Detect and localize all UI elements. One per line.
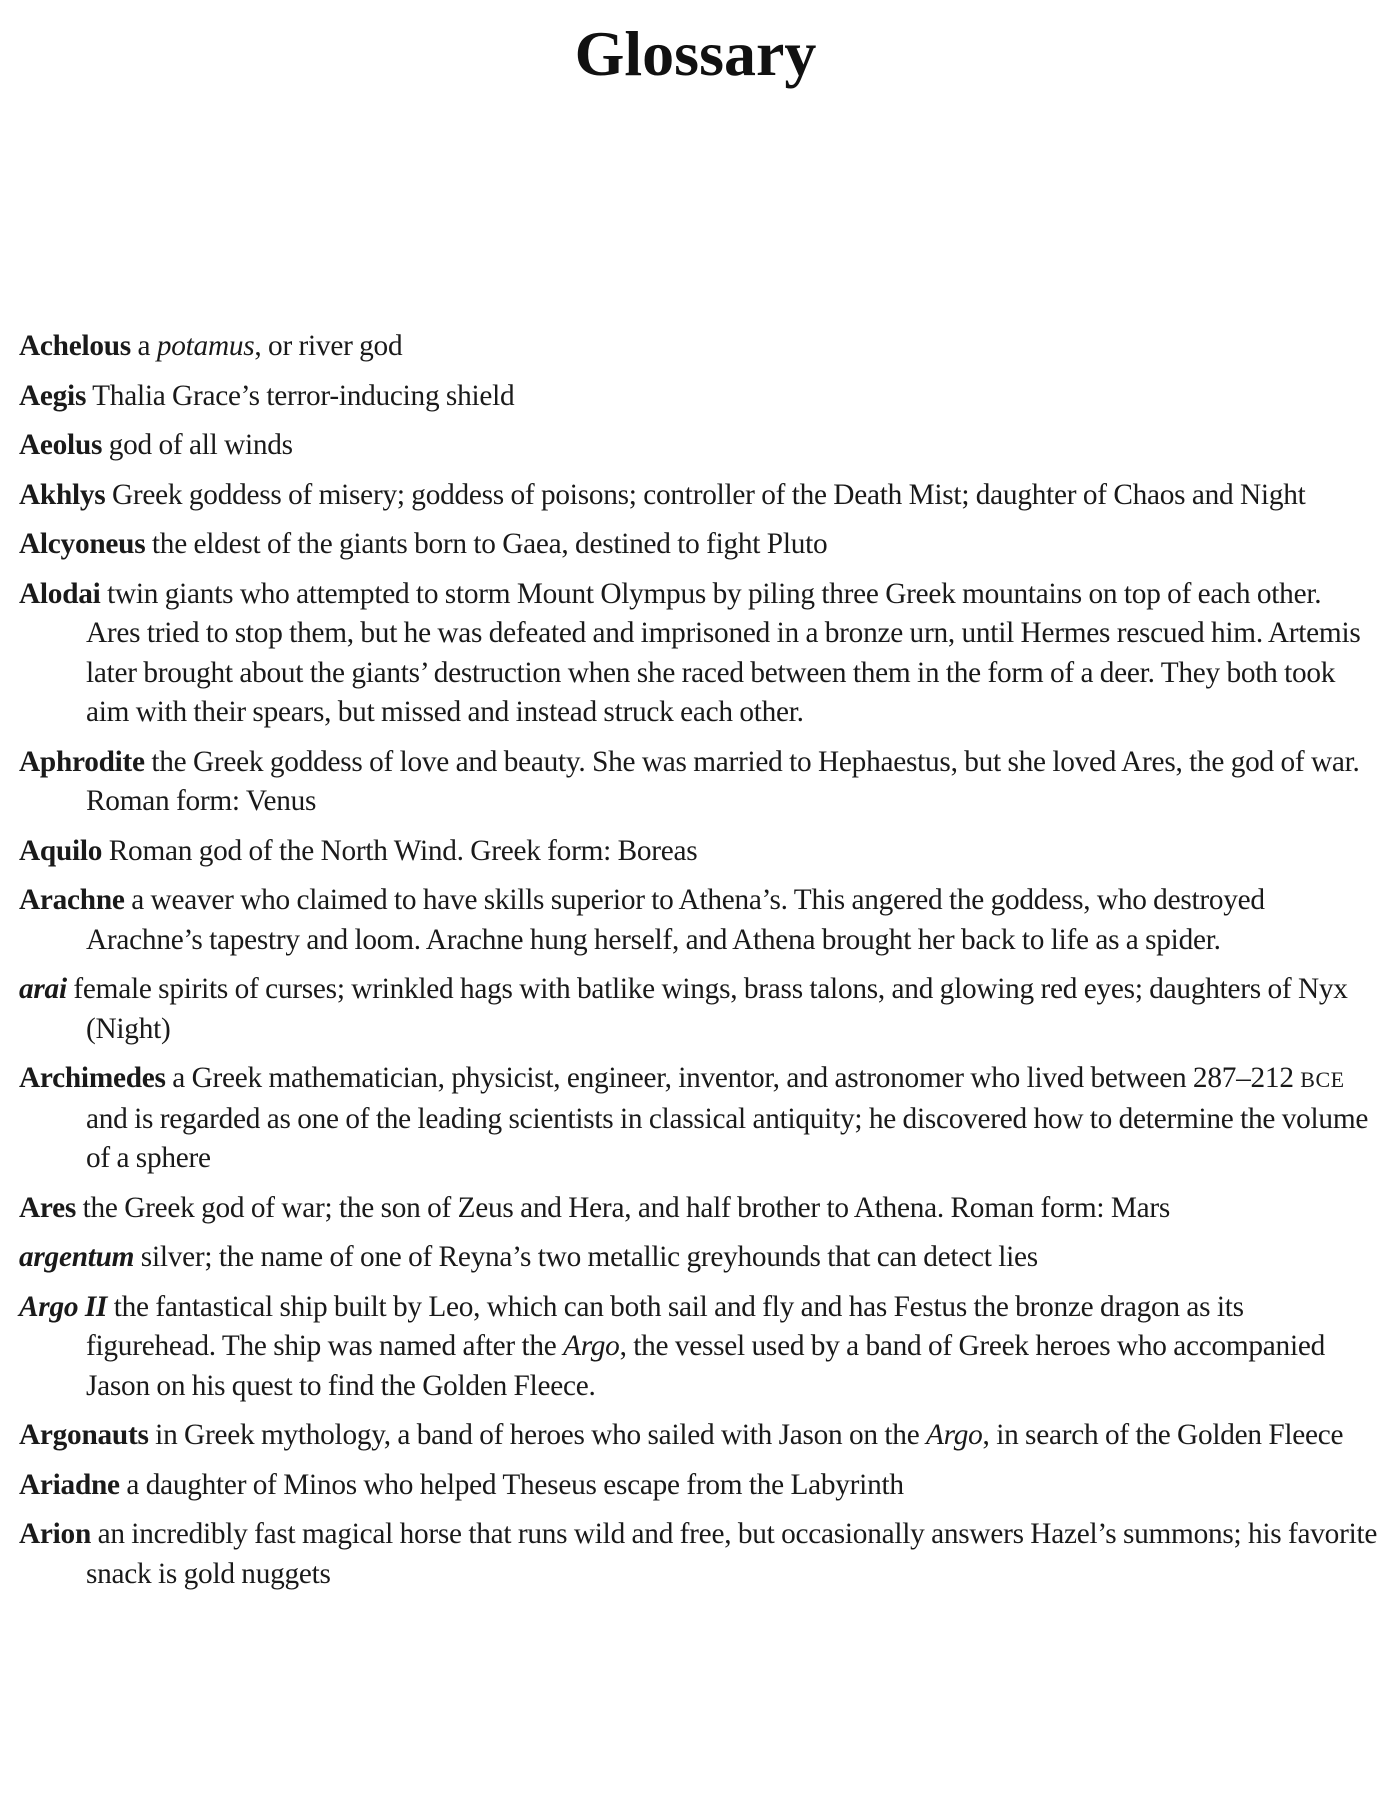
- entry-term: Achelous: [19, 330, 131, 362]
- glossary-entry-argentum: [19, 1238, 1379, 1278]
- entry-definition: the Greek god of war; the son of Zeus and Hera, and half brother to Athena. Roman form: Mars: [76, 1191, 1171, 1224]
- page-title: Glossary: [574, 18, 817, 89]
- entry-definition: Greek goddess of misery; goddess of poisons; controller of the Death Mist; daughter of Chaos and Night: [105, 478, 1306, 511]
- entry-definition: god of all winds: [102, 429, 293, 461]
- glossary-entry-argonauts: [19, 1416, 1379, 1456]
- entry-term: Archimedes: [19, 1062, 166, 1094]
- glossary-entry-alcyoneus: [19, 525, 1379, 565]
- entry-definition: twin giants who attempted to storm Mount Olympus by piling three Greek mountains on top of each other. Ares tried to stop them, but he was defeated and imprisoned in a bronze urn, until Hermes rescued him. Artemis later brought about the giants’ destruction when she raced between them in the form of a deer. They both took aim with their spears, but missed and instead struck each other.: [86, 577, 1361, 728]
- entry-definition: a Greek mathematician, physicist, engineer, inventor, and astronomer who lived between 287–212: [165, 1062, 1301, 1094]
- entry-definition: in Greek mythology, a band of heroes who sailed with Jason on the: [148, 1419, 927, 1451]
- entry-term: Aeolus: [19, 429, 103, 461]
- entry-definition: a: [130, 330, 157, 362]
- glossary-entry-achelous: [19, 327, 1379, 367]
- entry-term: Aegis: [19, 379, 87, 412]
- entry-definition: and is regarded as one of the leading scientists in classical antiquity; he discovered how to determine the volume of a sphere: [86, 1102, 1369, 1174]
- glossary-entry-alodai: [19, 575, 1379, 733]
- glossary-entry-aegis: [19, 377, 1379, 417]
- entry-definition: an incredibly fast magical horse that runs wild and free, but occasionally answers Hazel’s summons; his favorite snack is gold nuggets: [86, 1518, 1378, 1590]
- glossary-entry-akhlys: [19, 476, 1379, 516]
- entry-term: Argonauts: [19, 1419, 149, 1451]
- entry-term: Arion: [19, 1518, 91, 1550]
- glossary-entry-ariadne: [19, 1466, 1379, 1506]
- entry-term: Argo II: [19, 1290, 108, 1323]
- entry-term: Ariadne: [19, 1468, 120, 1501]
- entry-definition: the Greek goddess of love and beauty. She was married to Hephaestus, but she loved Ares, the god of war. Roman form: Venus: [86, 745, 1360, 817]
- entry-definition: silver; the name of one of Reyna’s two metallic greyhounds that can detect lies: [134, 1241, 1038, 1273]
- entry-definition-italic: Argo: [926, 1419, 983, 1451]
- entry-definition-smallcaps: BCE: [1300, 1067, 1345, 1092]
- entry-term: argentum: [19, 1241, 135, 1273]
- entry-definition: a weaver who claimed to have skills superior to Athena’s. This angered the goddess, who destroyed Arachne’s tapestry and loom. Arachne hung herself, and Athena brought her back to life as a spider.: [86, 884, 1265, 956]
- entry-definition: a daughter of Minos who helped Theseus escape from the Labyrinth: [119, 1468, 904, 1501]
- glossary-entry-archimedes: [19, 1059, 1379, 1179]
- entry-definition: , the vessel used by a band of Greek heroes who accompanied Jason on his quest to find the Golden Fleece.: [86, 1330, 1325, 1402]
- entry-definition: female spirits of curses; wrinkled hags with batlike wings, brass talons, and glowing red eyes; daughters of Nyx (Night): [66, 973, 1348, 1045]
- entry-definition-italic: potamus: [156, 330, 255, 362]
- entry-definition-italic: Argo: [563, 1330, 620, 1362]
- entry-term: Aquilo: [19, 834, 103, 867]
- glossary-entry-arion: [19, 1515, 1379, 1594]
- glossary-entry-argo-ii: [19, 1288, 1379, 1407]
- glossary-entry-arachne: [19, 881, 1379, 960]
- entry-definition: the eldest of the giants born to Gaea, destined to fight Pluto: [145, 528, 828, 560]
- glossary-entry-aeolus: [19, 426, 1379, 466]
- glossary-entry-aquilo: [19, 832, 1379, 872]
- entry-term: arai: [19, 973, 67, 1005]
- entry-definition: Thalia Grace’s terror-inducing shield: [86, 379, 515, 412]
- entry-definition: , in search of the Golden Fleece: [982, 1419, 1344, 1451]
- entry-term: Arachne: [19, 884, 125, 916]
- glossary-entry-arai: [19, 970, 1379, 1049]
- glossary-entry-ares: [19, 1189, 1379, 1229]
- entry-definition: the fantastical ship built by Leo, which can both sail and fly and has Festus the bronze dragon as its figurehead. The ship was named after the: [86, 1290, 1244, 1362]
- entry-definition: Roman god of the North Wind. Greek form: Boreas: [102, 834, 698, 867]
- entry-term: Aphrodite: [19, 745, 145, 778]
- entry-definition: , or river god: [254, 330, 403, 362]
- entry-term: Akhlys: [19, 478, 106, 511]
- glossary-entry-aphrodite: [19, 743, 1379, 822]
- entry-term: Alcyoneus: [19, 528, 146, 560]
- glossary-list: [19, 327, 1379, 1604]
- entry-term: Alodai: [19, 577, 101, 610]
- entry-term: Ares: [19, 1191, 77, 1224]
